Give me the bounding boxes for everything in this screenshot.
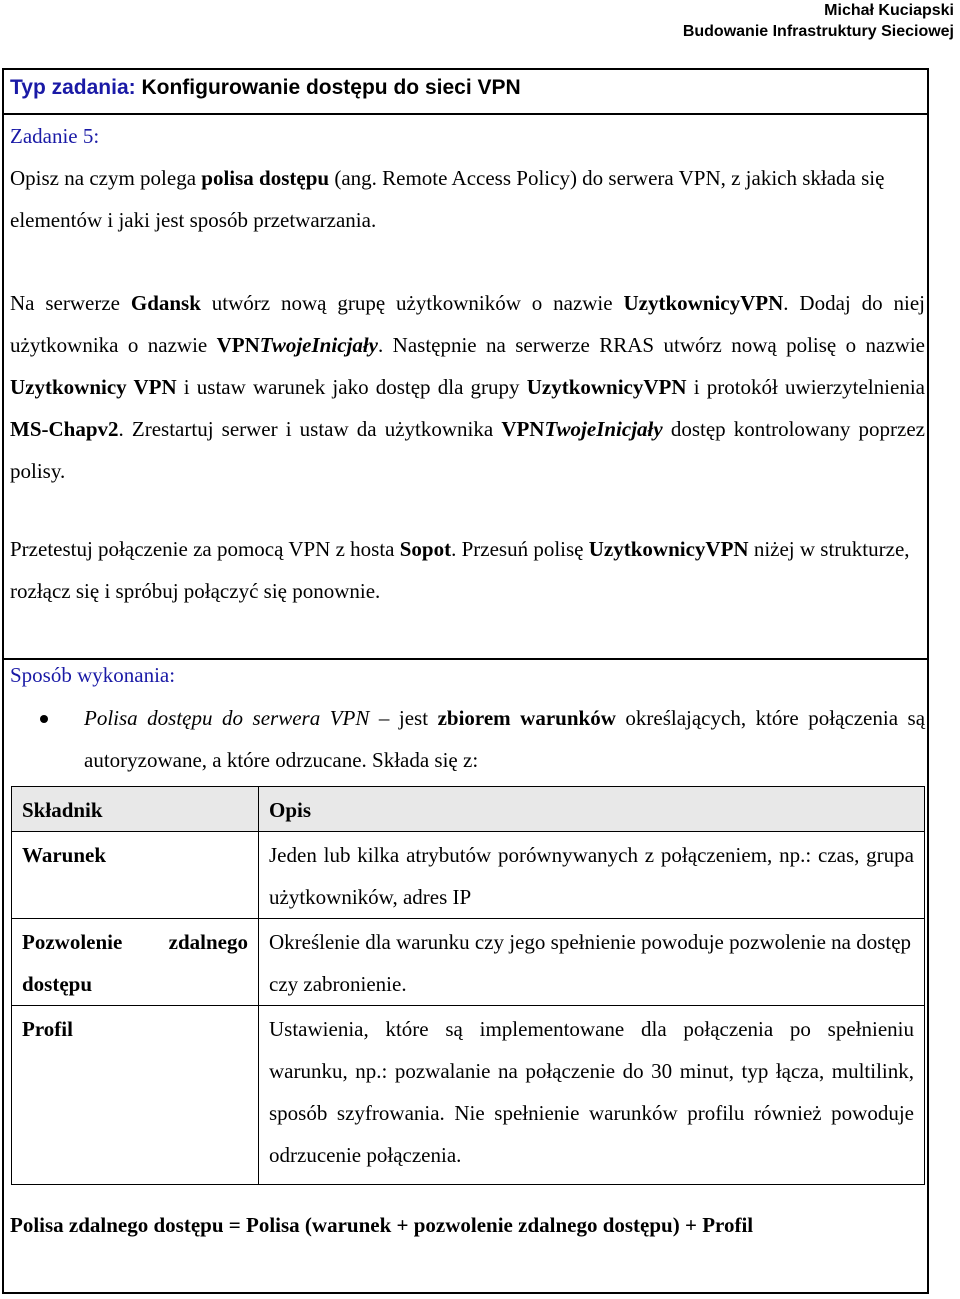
table-row: [12, 919, 925, 1006]
task-title-row: [4, 70, 927, 115]
text-run: i ustaw warunek jako dostęp dla grupy: [176, 375, 527, 399]
text-run: UzytkownicyVPN: [588, 537, 749, 561]
table-cell-description: Określenie dla warunku czy jego spełnienie powoduje pozwolenie na dostęp czy zabronienie.: [259, 919, 925, 1006]
text-run: VPN: [501, 417, 545, 441]
text-run: (ang. Remote Access Policy) do serwera VPN, z jakich składa się elementów i jaki jest sposób przetwarzania.: [10, 166, 885, 232]
text-run: określających, które połączenia są autoryzowane, a które odrzucane. Składa się z:: [84, 706, 926, 772]
text-run: utwórz nową grupę użytkowników o nazwie: [200, 291, 624, 315]
text-run: Gdansk: [130, 291, 201, 315]
task-paragraph-3: [10, 528, 928, 612]
policy-formula: Polisa zdalnego dostępu = Polisa (warunek + pozwolenie zdalnego dostępu) + Profil: [10, 1213, 754, 1237]
text-run: TwojeInicjały: [259, 333, 379, 357]
table-header-row: [12, 787, 925, 832]
text-run: . Przesuń polisę: [451, 537, 589, 561]
text-run: Opisz na czym polega: [10, 166, 202, 190]
table-row: [12, 1006, 925, 1185]
table-cell-component: Profil: [12, 1006, 259, 1185]
text-run: . Zrestartuj serwer i ustaw da użytkownika: [118, 417, 502, 441]
text-run: zbiorem warunków: [437, 706, 616, 730]
table-cell-description: Jeden lub kilka atrybutów porównywanych z połączeniem, np.: czas, grupa użytkowników, adres IP: [259, 832, 925, 919]
table-cell-component: Pozwolenie zdalnego dostępu: [12, 919, 259, 1006]
text-run: Polisa dostępu do serwera VPN: [84, 706, 370, 730]
text-run: polisa dostępu: [201, 166, 330, 190]
text-run: TwojeInicjały: [544, 417, 663, 441]
solution-label: Sposób wykonania:: [10, 663, 176, 687]
text-run: niżej w strukturze, rozłącz się i spróbuj połączyć się ponownie.: [10, 537, 910, 603]
text-run: Sopot: [399, 537, 452, 561]
text-run: UzytkownicyVPN: [623, 291, 784, 315]
text-run: MS-Chapv2: [10, 417, 119, 441]
text-run: – jest: [369, 706, 438, 730]
bullet-dot-icon: [40, 715, 48, 723]
text-run: VPN: [216, 333, 260, 357]
text-run: . Dodaj do niej użytkownika o nazwie: [10, 291, 925, 357]
text-run: Przetestuj połączenie za pomocą VPN z hosta: [10, 537, 400, 561]
task-title: [10, 76, 521, 100]
text-run: i protokół uwierzytelnienia: [686, 375, 925, 399]
task-paragraph-1: [10, 157, 920, 241]
task-paragraph-2: [10, 282, 925, 492]
author-name: Michał Kuciapski: [824, 2, 954, 19]
table-row: [12, 832, 925, 919]
text-run: UzytkownicyVPN: [526, 375, 687, 399]
table-header-cell: Opis: [259, 787, 925, 832]
page-header: [683, 0, 954, 42]
solution-bullet-text: [84, 697, 925, 781]
text-run: Na serwerze: [10, 291, 131, 315]
text-run: dostęp kontrolowany poprzez polisy.: [10, 417, 925, 483]
course-name: Budowanie Infrastruktury Sieciowej: [682, 23, 954, 40]
components-table: [11, 786, 925, 1185]
task-number: Zadanie 5:: [10, 124, 100, 148]
task-frame: [2, 68, 929, 1294]
table-cell-component: Warunek: [12, 832, 259, 919]
task-type-value: Konfigurowanie dostępu do sieci VPN: [141, 76, 521, 99]
table-cell-description: Ustawienia, które są implementowane dla połączenia po spełnieniu warunku, np.: pozwalanie na połączenie do 30 minut, typ łącza, multilink, sposób szyfrowania. Nie spełnienie warunków profilu również powoduje odrzucenie połączenia.: [259, 1006, 925, 1185]
task-type-label: Typ zadania:: [10, 76, 136, 99]
table-header-cell: Składnik: [12, 787, 259, 832]
text-run: . Następnie na serwerze RRAS utwórz nową polisę o nazwie: [378, 333, 925, 357]
text-run: Uzytkownicy VPN: [10, 375, 177, 399]
